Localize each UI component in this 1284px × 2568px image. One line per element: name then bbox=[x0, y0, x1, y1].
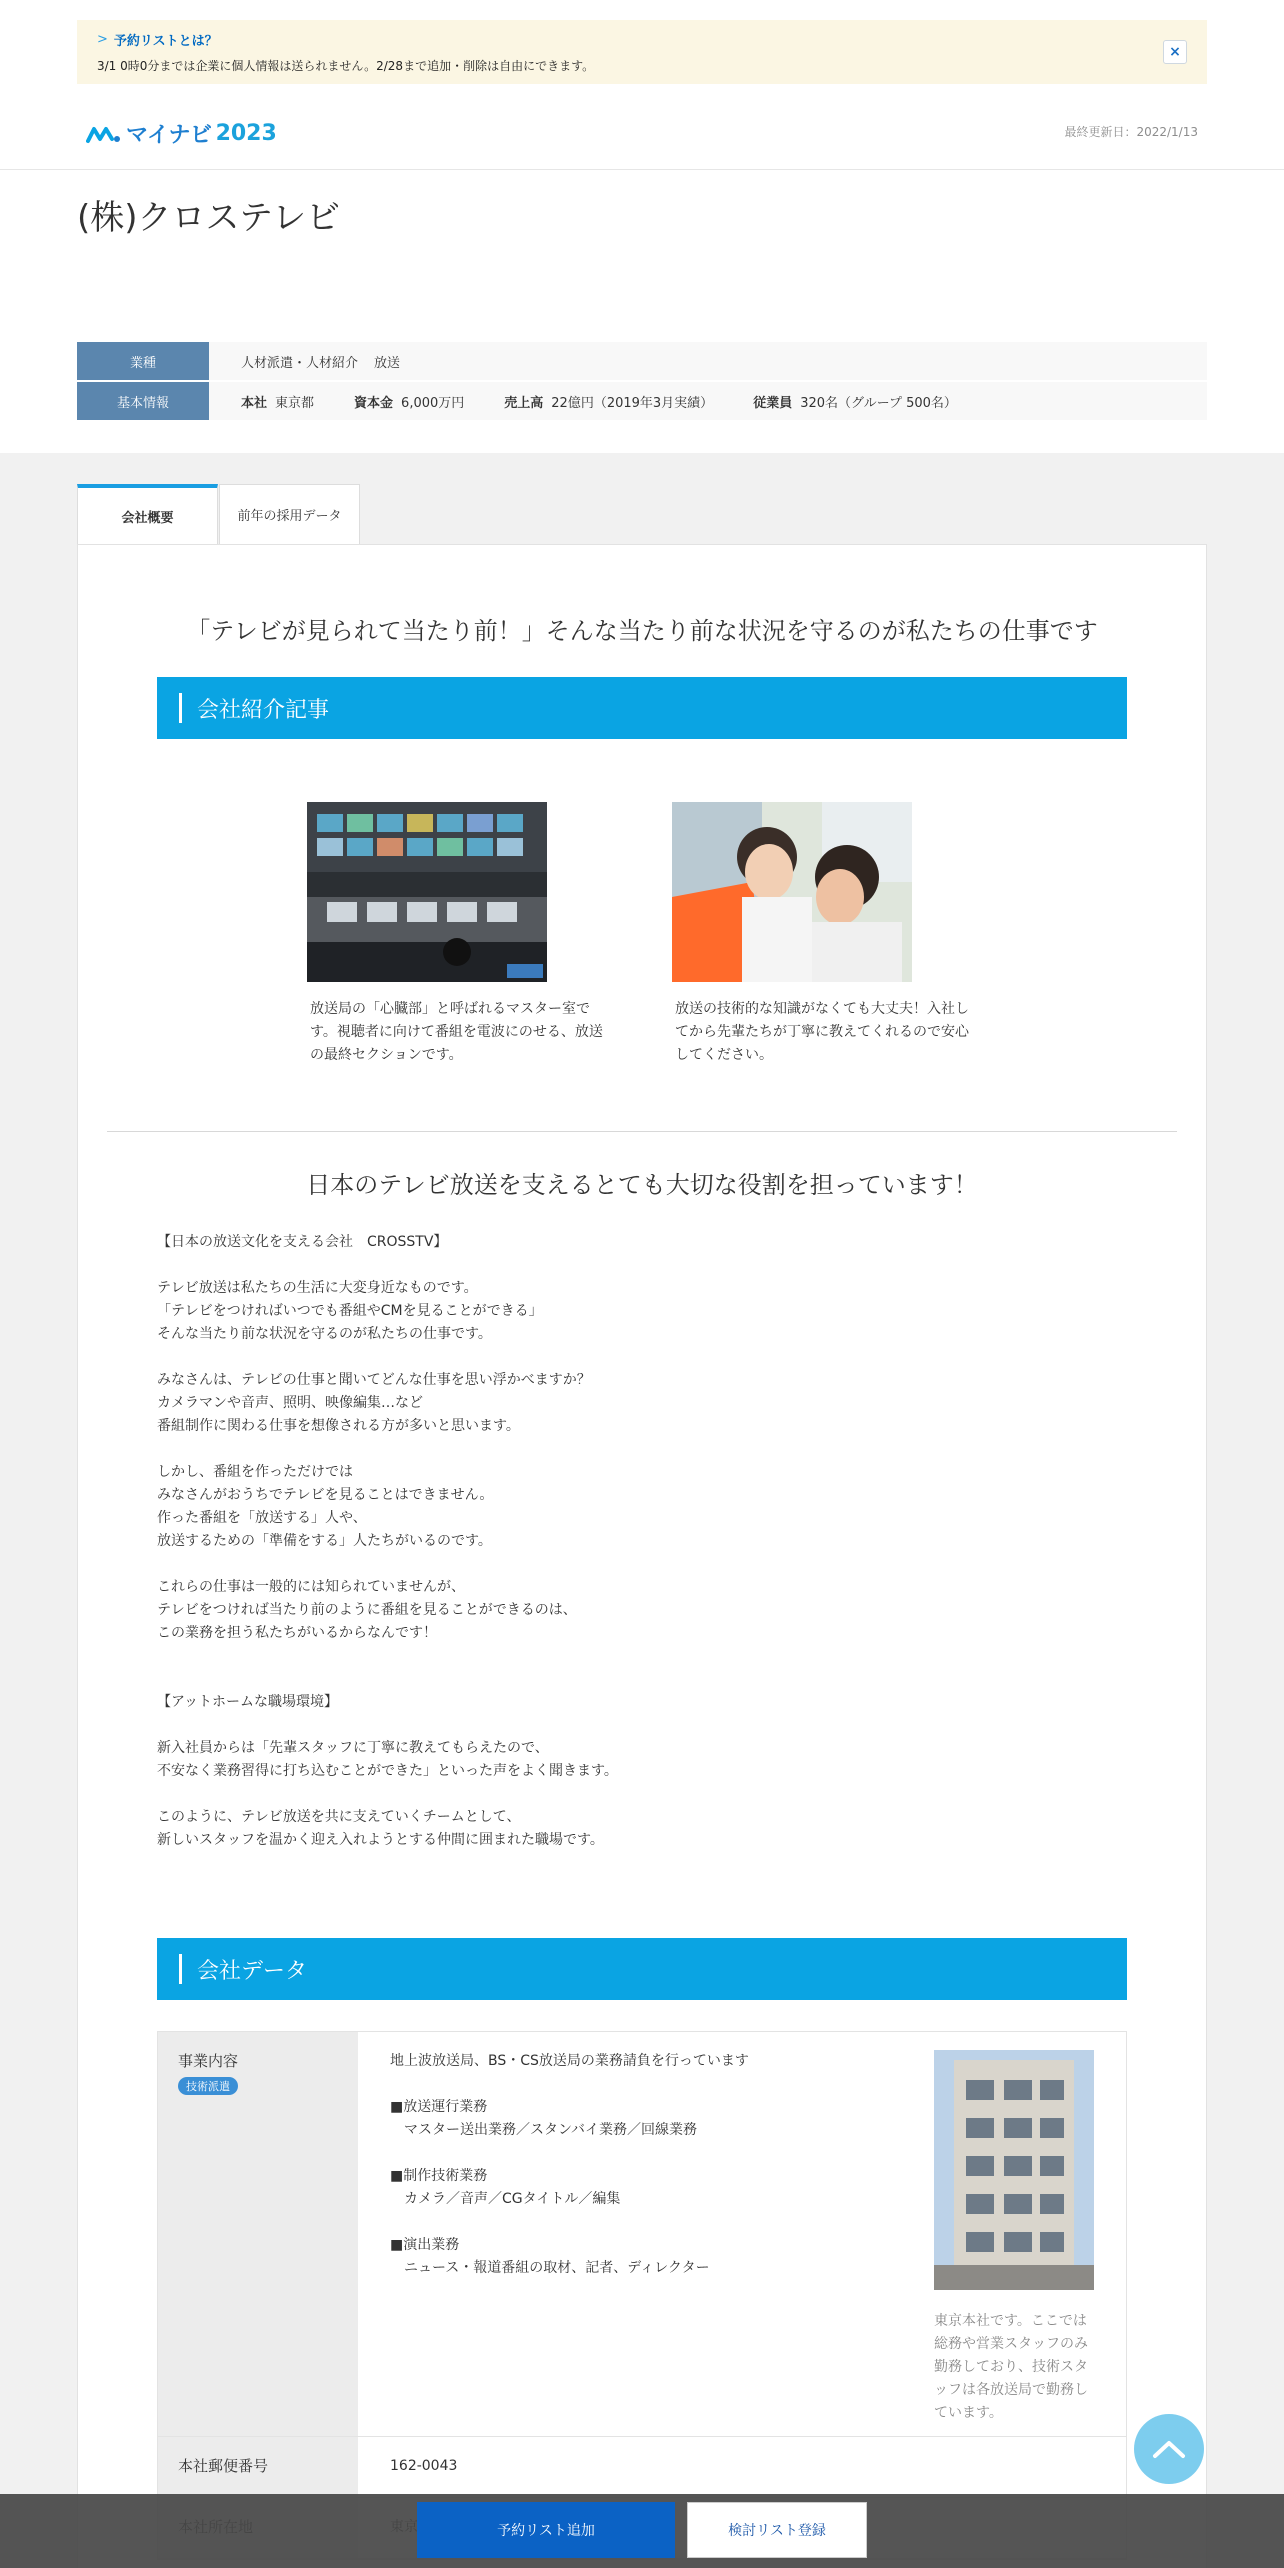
heading-bar bbox=[179, 693, 182, 723]
add-to-reservation-list-button[interactable]: 予約リスト追加 bbox=[417, 2502, 675, 2558]
section-divider bbox=[107, 1131, 1177, 1132]
description-line: テレビ放送は私たちの生活に大変身近なものです。 bbox=[157, 1280, 478, 1296]
basic-info-row bbox=[77, 382, 1207, 420]
description-line bbox=[157, 1783, 1127, 1806]
industry-values bbox=[209, 342, 1207, 380]
notice-title-link[interactable] bbox=[97, 30, 1187, 49]
business-line: カメラ／音声／CGタイトル／編集 bbox=[390, 2191, 621, 2207]
header-divider bbox=[0, 169, 1284, 170]
business-line: ■制作技術業務 bbox=[390, 2168, 488, 2184]
business-line: ■放送運行業務 bbox=[390, 2099, 488, 2115]
sales-pair bbox=[504, 392, 713, 411]
description-line: 放送するための「準備をする」人たちがいるのです。 bbox=[157, 1533, 492, 1549]
master-control-room-image bbox=[307, 802, 547, 982]
hq-pair bbox=[241, 392, 314, 411]
description-line: これらの仕事は一般的には知られていませんが、 bbox=[157, 1579, 465, 1595]
article-card[interactable] bbox=[672, 802, 972, 1067]
building-image bbox=[934, 2050, 1094, 2290]
company-info-table bbox=[77, 342, 1207, 422]
business-line: マスター送出業務／スタンバイ業務／回線業務 bbox=[390, 2122, 698, 2138]
business-line: 地上波放送局、BS・CS放送局の業務請負を行っています bbox=[390, 2053, 749, 2069]
close-icon[interactable]: × bbox=[1163, 40, 1187, 64]
staff-training-image bbox=[672, 802, 912, 982]
catch-copy: 「テレビが見られて当たり前！」そんな当たり前な状況を守るのが私たちの仕事です bbox=[186, 617, 1098, 645]
basic-info-label: 基本情報 bbox=[77, 382, 209, 420]
basic-info-values bbox=[209, 382, 1207, 420]
description-line: カメラマンや音声、照明、映像編集…など bbox=[157, 1395, 423, 1411]
description-line bbox=[157, 1438, 1127, 1461]
tab-company-overview[interactable]: 会社概要 bbox=[77, 484, 218, 544]
article-caption: 放送局の「心臓部」と呼ばれるマスター室です。視聴者に向けて番組を電波にのせる、放送の最終セクションです。 bbox=[310, 1001, 603, 1063]
description-line: 作った番組を「放送する」人や、 bbox=[157, 1510, 367, 1526]
capital-value: 6,000万円 bbox=[401, 395, 465, 411]
add-to-consideration-list-button[interactable]: 検討リスト登録 bbox=[687, 2502, 867, 2558]
logo-text: マイナビ bbox=[126, 123, 212, 148]
tab-bar bbox=[77, 484, 360, 544]
bottom-action-bar bbox=[0, 2494, 1284, 2568]
description-line: 新しいスタッフを温かく迎え入れようとする仲間に囲まれた職場です。 bbox=[157, 1832, 604, 1848]
company-description bbox=[157, 1231, 1127, 1852]
notice-title: 予約リストとは？ bbox=[113, 34, 218, 49]
description-line bbox=[157, 1346, 1127, 1369]
overview-panel bbox=[77, 544, 1207, 2568]
description-line: 【日本の放送文化を支える会社 CROSSTV】 bbox=[157, 1234, 448, 1250]
employees-value: 320名（グループ 500名） bbox=[800, 395, 957, 411]
heading-bar bbox=[179, 1954, 182, 1984]
section-subtitle: 日本のテレビ放送を支えるとても大切な役割を担っています！ bbox=[306, 1171, 978, 1199]
scroll-to-top-button[interactable] bbox=[1134, 2414, 1204, 2484]
business-label bbox=[158, 2032, 358, 2436]
description-line: この業務を担う私たちがいるからなんです！ bbox=[157, 1625, 437, 1641]
last-updated: 最終更新日：2022/1/13 bbox=[1064, 125, 1198, 139]
postal-code-label: 本社郵便番号 bbox=[158, 2437, 358, 2497]
postal-code-row bbox=[158, 2437, 1126, 2498]
chevron-up-icon bbox=[1152, 2439, 1186, 2459]
article-card[interactable] bbox=[307, 802, 607, 1067]
capital-pair bbox=[354, 392, 464, 411]
articles-heading bbox=[157, 677, 1127, 739]
description-line: そんな当たり前な状況を守るのが私たちの仕事です。 bbox=[157, 1326, 492, 1342]
business-line: ■演出業務 bbox=[390, 2237, 460, 2253]
description-line bbox=[157, 1668, 1127, 1691]
chevron-right-icon: > bbox=[97, 32, 108, 47]
category-badge[interactable]: 技術派遣 bbox=[178, 2077, 238, 2095]
company-data-table bbox=[157, 2031, 1127, 2560]
employees-pair bbox=[753, 392, 957, 411]
business-label-text: 事業内容 bbox=[178, 2052, 239, 2070]
industry-value: 放送 bbox=[374, 355, 401, 371]
description-line bbox=[157, 1645, 1127, 1668]
postal-code-value: 162-0043 bbox=[390, 2458, 458, 2474]
company-data-heading-text: 会社データ bbox=[197, 1958, 308, 1984]
notice-text: 3/1 0時0分までは企業に個人情報は送られません。2/28まで追加・削除は自由にできます。 bbox=[97, 59, 595, 73]
employees-label: 従業員 bbox=[753, 395, 793, 411]
logo-year: 2023 bbox=[215, 121, 277, 146]
description-line: しかし、番組を作っただけでは bbox=[157, 1464, 353, 1480]
sales-label: 売上高 bbox=[504, 395, 544, 411]
description-line bbox=[157, 1553, 1127, 1576]
description-line: このように、テレビ放送を共に支えていくチームとして、 bbox=[157, 1809, 521, 1825]
description-line: 番組制作に関わる仕事を想像される方が多いと思います。 bbox=[157, 1418, 520, 1434]
company-name: (株)クロステレビ bbox=[77, 198, 341, 238]
description-line: 不安なく業務習得に打ち込むことができた」といった声をよく聞きます。 bbox=[157, 1763, 618, 1779]
tab-previous-year-data[interactable]: 前年の採用データ bbox=[219, 484, 360, 544]
sales-value: 22億円（2019年3月実績） bbox=[551, 395, 714, 411]
description-line: 「テレビをつければいつでも番組やCMを見ることができる」 bbox=[157, 1303, 543, 1319]
hq-label: 本社 bbox=[241, 395, 268, 411]
hq-value: 東京都 bbox=[275, 395, 315, 411]
industry-label: 業種 bbox=[77, 342, 209, 380]
description-line: 【アットホームな職場環境】 bbox=[157, 1694, 339, 1710]
description-line bbox=[157, 1254, 1127, 1277]
company-data-heading bbox=[157, 1938, 1127, 2000]
description-line bbox=[157, 1714, 1127, 1737]
description-line: みなさんがおうちでテレビを見ることはできません。 bbox=[157, 1487, 494, 1503]
mynavi-logo[interactable] bbox=[86, 118, 277, 149]
articles-heading-text: 会社紹介記事 bbox=[197, 697, 330, 723]
mynavi-logo-icon bbox=[86, 123, 122, 145]
article-caption: 放送の技術的な知識がなくても大丈夫！入社してから先輩たちが丁寧に教えてくれるので安心してください。 bbox=[675, 1001, 969, 1063]
business-value bbox=[358, 2032, 1126, 2436]
description-line: 新入社員からは「先輩スタッフに丁寧に教えてもらえたので、 bbox=[157, 1740, 549, 1756]
industry-value: 人材派遣・人材紹介 bbox=[241, 355, 359, 371]
headquarters-photo bbox=[934, 2050, 1094, 2425]
description-line: みなさんは、テレビの仕事と聞いてどんな仕事を思い浮かべますか？ bbox=[157, 1372, 591, 1388]
business-line: ニュース・報道番組の取材、記者、ディレクター bbox=[390, 2260, 710, 2276]
industry-row bbox=[77, 342, 1207, 380]
business-row bbox=[158, 2032, 1126, 2437]
reservation-notice bbox=[77, 20, 1207, 84]
description-line: テレビをつければ当たり前のように番組を見ることができるのは、 bbox=[157, 1602, 577, 1618]
building-caption: 東京本社です。ここでは総務や営業スタッフのみ勤務しており、技術スタッフは各放送局で勤務しています。 bbox=[934, 2313, 1088, 2421]
capital-label: 資本金 bbox=[354, 395, 394, 411]
